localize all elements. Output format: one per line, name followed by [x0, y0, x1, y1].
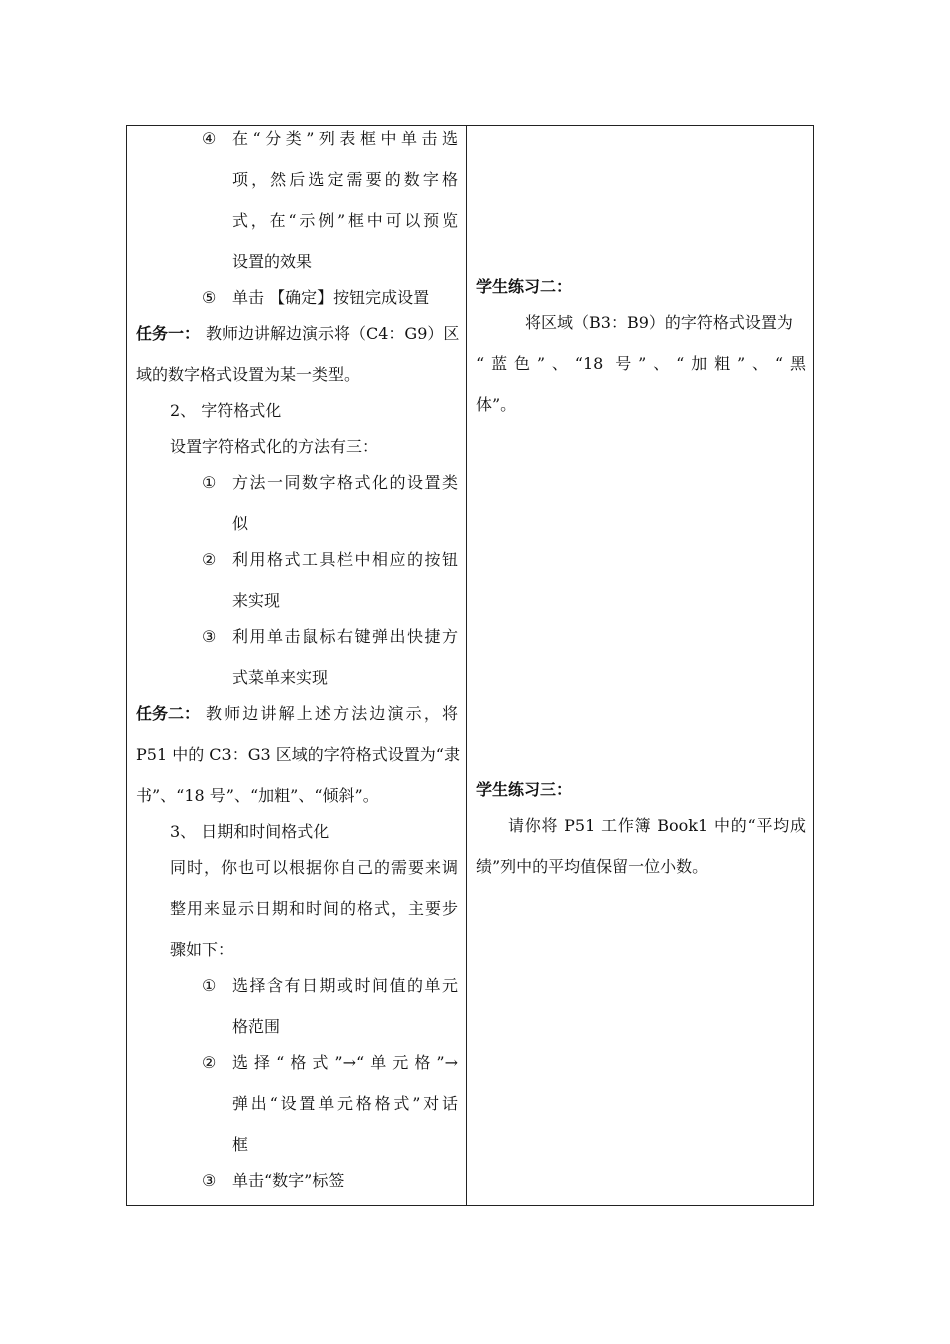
text-line: 同时，你也可以根据你自己的需要来调	[170, 858, 458, 877]
text-line: 利用格式工具栏中相应的按钮	[232, 550, 458, 569]
item-number: ③	[202, 627, 217, 646]
item-number: ①	[202, 473, 217, 492]
text-line: 弹出“设置单元格格式”对话	[232, 1094, 458, 1113]
text-line: 教师边讲解边演示将（C4：G9）区	[206, 324, 460, 343]
item-number: ③	[202, 1171, 217, 1190]
text-line: 骤如下：	[170, 940, 235, 959]
exercise-title: 学生练习二：	[476, 277, 573, 296]
task-label: 任务二：	[136, 704, 201, 723]
text-line: 在“分类”列表框中单击选	[232, 129, 458, 148]
column-divider	[466, 126, 467, 1205]
text-line: 书”、“18 号”、“加粗”、“倾斜”。	[136, 786, 379, 805]
text-line: 整用来显示日期和时间的格式，主要步	[170, 899, 458, 918]
text-line: 设置的效果	[232, 252, 313, 271]
text-line: 框	[232, 1135, 249, 1154]
text-line: 式，在“示例”框中可以预览	[232, 211, 458, 230]
text-line: “蓝色”、“18 号”、“加粗”、“黑	[476, 354, 806, 373]
item-number: ⑤	[202, 288, 217, 307]
text-line: 设置字符格式化的方法有三：	[170, 437, 379, 456]
text-line: 项，然后选定需要的数字格	[232, 170, 458, 189]
text-line: 请你将 P51 工作簿 Book1 中的“平均成	[508, 816, 806, 835]
text-line: 方法一同数字格式化的设置类	[232, 473, 458, 492]
text-line: 似	[232, 514, 249, 533]
text-line: 单击 【确定】按钮完成设置	[232, 288, 430, 307]
item-number: ①	[202, 976, 217, 995]
text-line: 域的数字格式设置为某一类型。	[136, 365, 361, 384]
text-line: 选择“格式”→“单元格”→	[232, 1053, 458, 1072]
text-line: 来实现	[232, 591, 281, 610]
text-line: 选择含有日期或时间值的单元	[232, 976, 458, 995]
text-line: 教师边讲解上述方法边演示，将	[206, 704, 458, 723]
text-line: 单击“数字”标签	[232, 1171, 345, 1190]
text-line: P51 中的 C3：G3 区域的字符格式设置为“隶	[136, 745, 460, 764]
item-number: ④	[202, 129, 217, 148]
text-line: 利用单击鼠标右键弹出快捷方	[232, 627, 458, 646]
text-line: 式菜单来实现	[232, 668, 329, 687]
exercise-title: 学生练习三：	[476, 780, 573, 799]
content-table	[126, 125, 814, 1206]
task-label: 任务一：	[136, 324, 201, 343]
item-number: ②	[202, 550, 217, 569]
text-line: 绩”列中的平均值保留一位小数。	[476, 857, 709, 876]
text-line: 将区域（B3：B9）的字符格式设置为	[525, 313, 793, 332]
item-number: ②	[202, 1053, 217, 1072]
section-title: 3、 日期和时间格式化	[170, 822, 330, 841]
section-title: 2、 字符格式化	[170, 401, 282, 420]
text-line: 格范围	[232, 1017, 281, 1036]
text-line: 体”。	[476, 395, 517, 414]
